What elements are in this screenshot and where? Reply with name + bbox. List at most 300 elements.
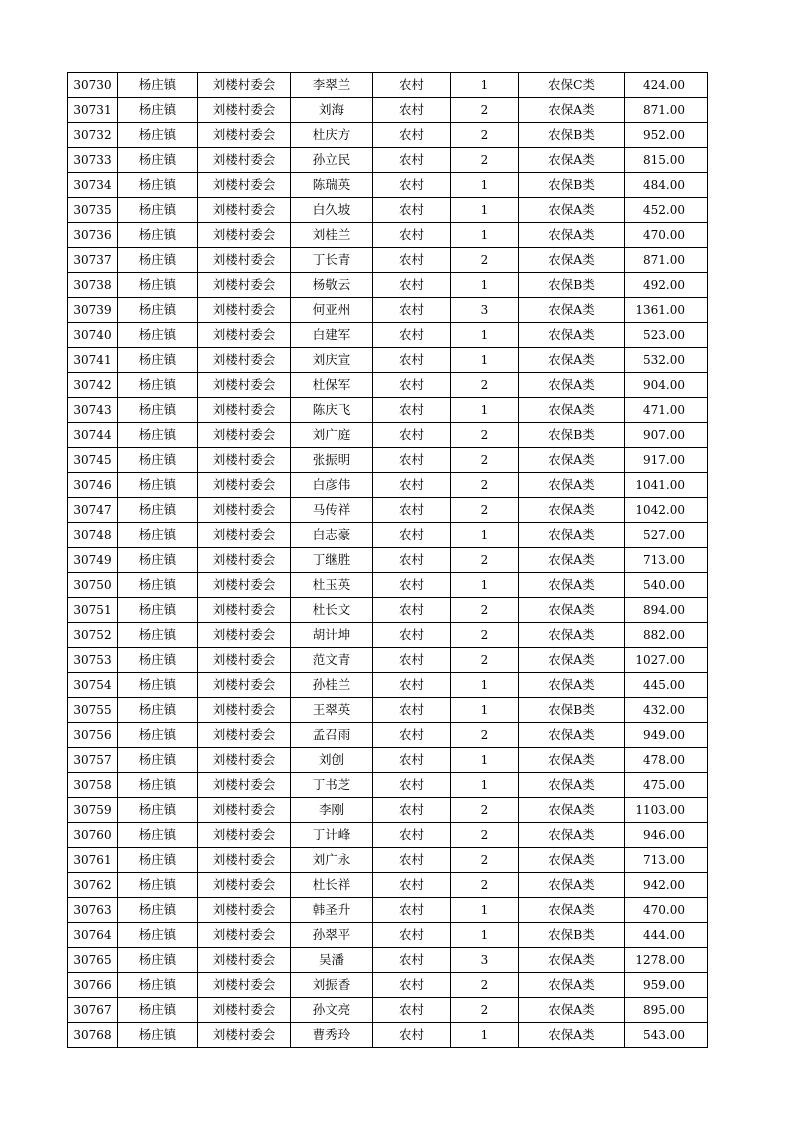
- table-row: [68, 223, 708, 248]
- amount-cell: 475.00: [625, 773, 708, 798]
- table-row: [68, 673, 708, 698]
- amount-cell: 952.00: [625, 123, 708, 148]
- table-row: [68, 373, 708, 398]
- town-cell: 杨庄镇: [118, 198, 198, 223]
- table-row: [68, 973, 708, 998]
- name-cell: 杜长文: [291, 598, 373, 623]
- household-count-cell: 2: [451, 648, 519, 673]
- household-count-cell: 2: [451, 473, 519, 498]
- name-cell: 马传祥: [291, 498, 373, 523]
- name-cell: 陈庆飞: [291, 398, 373, 423]
- table-row: [68, 823, 708, 848]
- town-cell: 杨庄镇: [118, 848, 198, 873]
- town-cell: 杨庄镇: [118, 598, 198, 623]
- area-type-cell: 农村: [373, 298, 451, 323]
- area-type-cell: 农村: [373, 223, 451, 248]
- table-row: [68, 723, 708, 748]
- area-type-cell: 农村: [373, 973, 451, 998]
- area-type-cell: 农村: [373, 898, 451, 923]
- insurance-category-cell: 农保A类: [519, 523, 625, 548]
- amount-cell: 484.00: [625, 173, 708, 198]
- town-cell: 杨庄镇: [118, 898, 198, 923]
- household-count-cell: 2: [451, 823, 519, 848]
- serial-number-cell: 30768: [68, 1023, 118, 1048]
- serial-number-cell: 30760: [68, 823, 118, 848]
- town-cell: 杨庄镇: [118, 723, 198, 748]
- table-row: [68, 498, 708, 523]
- village-committee-cell: 刘楼村委会: [198, 398, 291, 423]
- area-type-cell: 农村: [373, 348, 451, 373]
- insurance-category-cell: 农保A类: [519, 748, 625, 773]
- area-type-cell: 农村: [373, 473, 451, 498]
- table-row: [68, 873, 708, 898]
- village-committee-cell: 刘楼村委会: [198, 673, 291, 698]
- household-count-cell: 2: [451, 998, 519, 1023]
- village-committee-cell: 刘楼村委会: [198, 348, 291, 373]
- village-committee-cell: 刘楼村委会: [198, 848, 291, 873]
- serial-number-cell: 30735: [68, 198, 118, 223]
- table-row: [68, 998, 708, 1023]
- amount-cell: 871.00: [625, 98, 708, 123]
- serial-number-cell: 30740: [68, 323, 118, 348]
- insurance-category-cell: 农保A类: [519, 773, 625, 798]
- village-committee-cell: 刘楼村委会: [198, 998, 291, 1023]
- insurance-category-cell: 农保A类: [519, 598, 625, 623]
- amount-cell: 959.00: [625, 973, 708, 998]
- serial-number-cell: 30756: [68, 723, 118, 748]
- table-row: [68, 348, 708, 373]
- amount-cell: 478.00: [625, 748, 708, 773]
- household-count-cell: 2: [451, 98, 519, 123]
- area-type-cell: 农村: [373, 823, 451, 848]
- amount-cell: 713.00: [625, 848, 708, 873]
- town-cell: 杨庄镇: [118, 248, 198, 273]
- amount-cell: 949.00: [625, 723, 708, 748]
- town-cell: 杨庄镇: [118, 948, 198, 973]
- area-type-cell: 农村: [373, 698, 451, 723]
- serial-number-cell: 30738: [68, 273, 118, 298]
- area-type-cell: 农村: [373, 173, 451, 198]
- household-count-cell: 1: [451, 898, 519, 923]
- amount-cell: 894.00: [625, 598, 708, 623]
- insurance-category-cell: 农保B类: [519, 698, 625, 723]
- serial-number-cell: 30758: [68, 773, 118, 798]
- village-committee-cell: 刘楼村委会: [198, 1023, 291, 1048]
- name-cell: 丁书芝: [291, 773, 373, 798]
- amount-cell: 907.00: [625, 423, 708, 448]
- household-count-cell: 1: [451, 923, 519, 948]
- town-cell: 杨庄镇: [118, 98, 198, 123]
- table-row: [68, 173, 708, 198]
- insurance-category-cell: 农保A类: [519, 623, 625, 648]
- area-type-cell: 农村: [373, 448, 451, 473]
- village-committee-cell: 刘楼村委会: [198, 198, 291, 223]
- serial-number-cell: 30764: [68, 923, 118, 948]
- town-cell: 杨庄镇: [118, 548, 198, 573]
- household-count-cell: 2: [451, 973, 519, 998]
- name-cell: 李刚: [291, 798, 373, 823]
- name-cell: 陈瑞英: [291, 173, 373, 198]
- area-type-cell: 农村: [373, 123, 451, 148]
- name-cell: 孙立民: [291, 148, 373, 173]
- village-committee-cell: 刘楼村委会: [198, 923, 291, 948]
- town-cell: 杨庄镇: [118, 873, 198, 898]
- amount-cell: 1042.00: [625, 498, 708, 523]
- insurance-category-cell: 农保A类: [519, 973, 625, 998]
- name-cell: 刘桂兰: [291, 223, 373, 248]
- name-cell: 何亚州: [291, 298, 373, 323]
- household-count-cell: 2: [451, 848, 519, 873]
- town-cell: 杨庄镇: [118, 523, 198, 548]
- serial-number-cell: 30742: [68, 373, 118, 398]
- serial-number-cell: 30765: [68, 948, 118, 973]
- village-committee-cell: 刘楼村委会: [198, 73, 291, 98]
- table-row: [68, 148, 708, 173]
- area-type-cell: 农村: [373, 398, 451, 423]
- household-count-cell: 1: [451, 173, 519, 198]
- household-count-cell: 1: [451, 198, 519, 223]
- name-cell: 王翠英: [291, 698, 373, 723]
- amount-cell: 424.00: [625, 73, 708, 98]
- amount-cell: 471.00: [625, 398, 708, 423]
- table-row: [68, 698, 708, 723]
- name-cell: 张振明: [291, 448, 373, 473]
- village-committee-cell: 刘楼村委会: [198, 573, 291, 598]
- name-cell: 刘创: [291, 748, 373, 773]
- insurance-category-cell: 农保A类: [519, 548, 625, 573]
- table-row: [68, 848, 708, 873]
- area-type-cell: 农村: [373, 1023, 451, 1048]
- amount-cell: 470.00: [625, 223, 708, 248]
- amount-cell: 946.00: [625, 823, 708, 848]
- area-type-cell: 农村: [373, 248, 451, 273]
- amount-cell: 492.00: [625, 273, 708, 298]
- town-cell: 杨庄镇: [118, 398, 198, 423]
- amount-cell: 444.00: [625, 923, 708, 948]
- insurance-category-cell: 农保A类: [519, 673, 625, 698]
- amount-cell: 1041.00: [625, 473, 708, 498]
- amount-cell: 1103.00: [625, 798, 708, 823]
- household-count-cell: 1: [451, 348, 519, 373]
- name-cell: 丁计峰: [291, 823, 373, 848]
- amount-cell: 917.00: [625, 448, 708, 473]
- insurance-category-cell: 农保C类: [519, 73, 625, 98]
- insurance-category-cell: 农保B类: [519, 923, 625, 948]
- insurance-category-cell: 农保A类: [519, 723, 625, 748]
- name-cell: 吴潘: [291, 948, 373, 973]
- household-count-cell: 2: [451, 373, 519, 398]
- town-cell: 杨庄镇: [118, 323, 198, 348]
- village-committee-cell: 刘楼村委会: [198, 98, 291, 123]
- town-cell: 杨庄镇: [118, 698, 198, 723]
- name-cell: 白志豪: [291, 523, 373, 548]
- insurance-category-cell: 农保A类: [519, 98, 625, 123]
- amount-cell: 1027.00: [625, 648, 708, 673]
- name-cell: 范文青: [291, 648, 373, 673]
- name-cell: 韩圣升: [291, 898, 373, 923]
- village-committee-cell: 刘楼村委会: [198, 223, 291, 248]
- table-row: [68, 548, 708, 573]
- village-committee-cell: 刘楼村委会: [198, 423, 291, 448]
- serial-number-cell: 30762: [68, 873, 118, 898]
- table-row: [68, 273, 708, 298]
- insurance-category-cell: 农保A类: [519, 573, 625, 598]
- insurance-category-cell: 农保A类: [519, 873, 625, 898]
- area-type-cell: 农村: [373, 198, 451, 223]
- village-committee-cell: 刘楼村委会: [198, 773, 291, 798]
- town-cell: 杨庄镇: [118, 223, 198, 248]
- insurance-category-cell: 农保A类: [519, 323, 625, 348]
- name-cell: 孙翠平: [291, 923, 373, 948]
- insurance-category-cell: 农保B类: [519, 423, 625, 448]
- household-count-cell: 1: [451, 273, 519, 298]
- insurance-category-cell: 农保A类: [519, 398, 625, 423]
- town-cell: 杨庄镇: [118, 923, 198, 948]
- village-committee-cell: 刘楼村委会: [198, 448, 291, 473]
- household-count-cell: 2: [451, 623, 519, 648]
- amount-cell: 452.00: [625, 198, 708, 223]
- amount-cell: 871.00: [625, 248, 708, 273]
- town-cell: 杨庄镇: [118, 373, 198, 398]
- town-cell: 杨庄镇: [118, 173, 198, 198]
- village-committee-cell: 刘楼村委会: [198, 548, 291, 573]
- insurance-category-cell: 农保B类: [519, 273, 625, 298]
- amount-cell: 815.00: [625, 148, 708, 173]
- insurance-category-cell: 农保A类: [519, 373, 625, 398]
- town-cell: 杨庄镇: [118, 348, 198, 373]
- name-cell: 曹秀玲: [291, 1023, 373, 1048]
- village-committee-cell: 刘楼村委会: [198, 948, 291, 973]
- serial-number-cell: 30732: [68, 123, 118, 148]
- table-row: [68, 598, 708, 623]
- insurance-category-cell: 农保B类: [519, 173, 625, 198]
- name-cell: 刘振香: [291, 973, 373, 998]
- name-cell: 孙文亮: [291, 998, 373, 1023]
- insurance-category-cell: 农保B类: [519, 123, 625, 148]
- insurance-category-cell: 农保A类: [519, 198, 625, 223]
- table-row: [68, 298, 708, 323]
- household-count-cell: 1: [451, 73, 519, 98]
- household-count-cell: 3: [451, 298, 519, 323]
- name-cell: 刘海: [291, 98, 373, 123]
- serial-number-cell: 30755: [68, 698, 118, 723]
- serial-number-cell: 30754: [68, 673, 118, 698]
- insurance-category-cell: 农保A类: [519, 448, 625, 473]
- amount-cell: 540.00: [625, 573, 708, 598]
- village-committee-cell: 刘楼村委会: [198, 298, 291, 323]
- table-row: [68, 73, 708, 98]
- amount-cell: 432.00: [625, 698, 708, 723]
- amount-cell: 1361.00: [625, 298, 708, 323]
- serial-number-cell: 30761: [68, 848, 118, 873]
- area-type-cell: 农村: [373, 723, 451, 748]
- insurance-category-cell: 农保A类: [519, 248, 625, 273]
- area-type-cell: 农村: [373, 623, 451, 648]
- serial-number-cell: 30748: [68, 523, 118, 548]
- serial-number-cell: 30751: [68, 598, 118, 623]
- insurance-category-cell: 农保A类: [519, 223, 625, 248]
- household-count-cell: 2: [451, 798, 519, 823]
- town-cell: 杨庄镇: [118, 573, 198, 598]
- village-committee-cell: 刘楼村委会: [198, 248, 291, 273]
- table-row: [68, 448, 708, 473]
- insurance-category-cell: 农保A类: [519, 298, 625, 323]
- amount-cell: 895.00: [625, 998, 708, 1023]
- area-type-cell: 农村: [373, 873, 451, 898]
- town-cell: 杨庄镇: [118, 273, 198, 298]
- town-cell: 杨庄镇: [118, 748, 198, 773]
- town-cell: 杨庄镇: [118, 623, 198, 648]
- serial-number-cell: 30747: [68, 498, 118, 523]
- table-row: [68, 423, 708, 448]
- household-count-cell: 1: [451, 773, 519, 798]
- records-table-body: [68, 73, 708, 1048]
- area-type-cell: 农村: [373, 523, 451, 548]
- serial-number-cell: 30767: [68, 998, 118, 1023]
- insurance-category-cell: 农保A类: [519, 498, 625, 523]
- area-type-cell: 农村: [373, 998, 451, 1023]
- serial-number-cell: 30745: [68, 448, 118, 473]
- name-cell: 李翠兰: [291, 73, 373, 98]
- area-type-cell: 农村: [373, 673, 451, 698]
- serial-number-cell: 30741: [68, 348, 118, 373]
- village-committee-cell: 刘楼村委会: [198, 173, 291, 198]
- insurance-category-cell: 农保A类: [519, 848, 625, 873]
- table-row: [68, 923, 708, 948]
- area-type-cell: 农村: [373, 73, 451, 98]
- name-cell: 杨敬云: [291, 273, 373, 298]
- household-count-cell: 2: [451, 448, 519, 473]
- amount-cell: 543.00: [625, 1023, 708, 1048]
- town-cell: 杨庄镇: [118, 648, 198, 673]
- area-type-cell: 农村: [373, 273, 451, 298]
- serial-number-cell: 30749: [68, 548, 118, 573]
- serial-number-cell: 30736: [68, 223, 118, 248]
- name-cell: 杜庆方: [291, 123, 373, 148]
- town-cell: 杨庄镇: [118, 423, 198, 448]
- insurance-category-cell: 农保A类: [519, 798, 625, 823]
- household-count-cell: 1: [451, 673, 519, 698]
- name-cell: 胡计坤: [291, 623, 373, 648]
- town-cell: 杨庄镇: [118, 298, 198, 323]
- town-cell: 杨庄镇: [118, 798, 198, 823]
- village-committee-cell: 刘楼村委会: [198, 798, 291, 823]
- household-count-cell: 2: [451, 423, 519, 448]
- serial-number-cell: 30733: [68, 148, 118, 173]
- village-committee-cell: 刘楼村委会: [198, 323, 291, 348]
- table-row: [68, 98, 708, 123]
- household-count-cell: 1: [451, 1023, 519, 1048]
- village-committee-cell: 刘楼村委会: [198, 148, 291, 173]
- village-committee-cell: 刘楼村委会: [198, 623, 291, 648]
- name-cell: 刘庆宣: [291, 348, 373, 373]
- serial-number-cell: 30753: [68, 648, 118, 673]
- table-row: [68, 648, 708, 673]
- serial-number-cell: 30757: [68, 748, 118, 773]
- table-row: [68, 623, 708, 648]
- village-committee-cell: 刘楼村委会: [198, 873, 291, 898]
- table-row: [68, 898, 708, 923]
- serial-number-cell: 30737: [68, 248, 118, 273]
- household-count-cell: 3: [451, 948, 519, 973]
- household-count-cell: 2: [451, 723, 519, 748]
- area-type-cell: 农村: [373, 423, 451, 448]
- table-row: [68, 1023, 708, 1048]
- village-committee-cell: 刘楼村委会: [198, 273, 291, 298]
- amount-cell: 904.00: [625, 373, 708, 398]
- amount-cell: 470.00: [625, 898, 708, 923]
- name-cell: 丁继胜: [291, 548, 373, 573]
- village-committee-cell: 刘楼村委会: [198, 498, 291, 523]
- area-type-cell: 农村: [373, 498, 451, 523]
- town-cell: 杨庄镇: [118, 448, 198, 473]
- amount-cell: 882.00: [625, 623, 708, 648]
- area-type-cell: 农村: [373, 798, 451, 823]
- table-row: [68, 948, 708, 973]
- amount-cell: 942.00: [625, 873, 708, 898]
- insurance-category-cell: 农保A类: [519, 898, 625, 923]
- name-cell: 杜保军: [291, 373, 373, 398]
- village-committee-cell: 刘楼村委会: [198, 473, 291, 498]
- town-cell: 杨庄镇: [118, 973, 198, 998]
- serial-number-cell: 30759: [68, 798, 118, 823]
- household-count-cell: 2: [451, 548, 519, 573]
- town-cell: 杨庄镇: [118, 773, 198, 798]
- table-row: [68, 748, 708, 773]
- amount-cell: 527.00: [625, 523, 708, 548]
- household-count-cell: 2: [451, 498, 519, 523]
- area-type-cell: 农村: [373, 323, 451, 348]
- household-count-cell: 2: [451, 123, 519, 148]
- table-row: [68, 573, 708, 598]
- area-type-cell: 农村: [373, 548, 451, 573]
- table-row: [68, 248, 708, 273]
- insurance-category-cell: 农保A类: [519, 998, 625, 1023]
- area-type-cell: 农村: [373, 573, 451, 598]
- area-type-cell: 农村: [373, 948, 451, 973]
- amount-cell: 1278.00: [625, 948, 708, 973]
- insurance-category-cell: 农保A类: [519, 648, 625, 673]
- table-row: [68, 123, 708, 148]
- area-type-cell: 农村: [373, 373, 451, 398]
- town-cell: 杨庄镇: [118, 473, 198, 498]
- serial-number-cell: 30734: [68, 173, 118, 198]
- town-cell: 杨庄镇: [118, 673, 198, 698]
- serial-number-cell: 30750: [68, 573, 118, 598]
- household-count-cell: 1: [451, 398, 519, 423]
- village-committee-cell: 刘楼村委会: [198, 823, 291, 848]
- village-committee-cell: 刘楼村委会: [198, 698, 291, 723]
- name-cell: 杜长祥: [291, 873, 373, 898]
- village-committee-cell: 刘楼村委会: [198, 523, 291, 548]
- table-row: [68, 398, 708, 423]
- area-type-cell: 农村: [373, 648, 451, 673]
- household-count-cell: 1: [451, 698, 519, 723]
- village-committee-cell: 刘楼村委会: [198, 373, 291, 398]
- village-committee-cell: 刘楼村委会: [198, 748, 291, 773]
- area-type-cell: 农村: [373, 773, 451, 798]
- town-cell: 杨庄镇: [118, 998, 198, 1023]
- town-cell: 杨庄镇: [118, 498, 198, 523]
- name-cell: 孟召雨: [291, 723, 373, 748]
- name-cell: 白建军: [291, 323, 373, 348]
- area-type-cell: 农村: [373, 148, 451, 173]
- household-count-cell: 1: [451, 748, 519, 773]
- town-cell: 杨庄镇: [118, 148, 198, 173]
- serial-number-cell: 30766: [68, 973, 118, 998]
- insurance-category-cell: 农保A类: [519, 148, 625, 173]
- household-count-cell: 2: [451, 248, 519, 273]
